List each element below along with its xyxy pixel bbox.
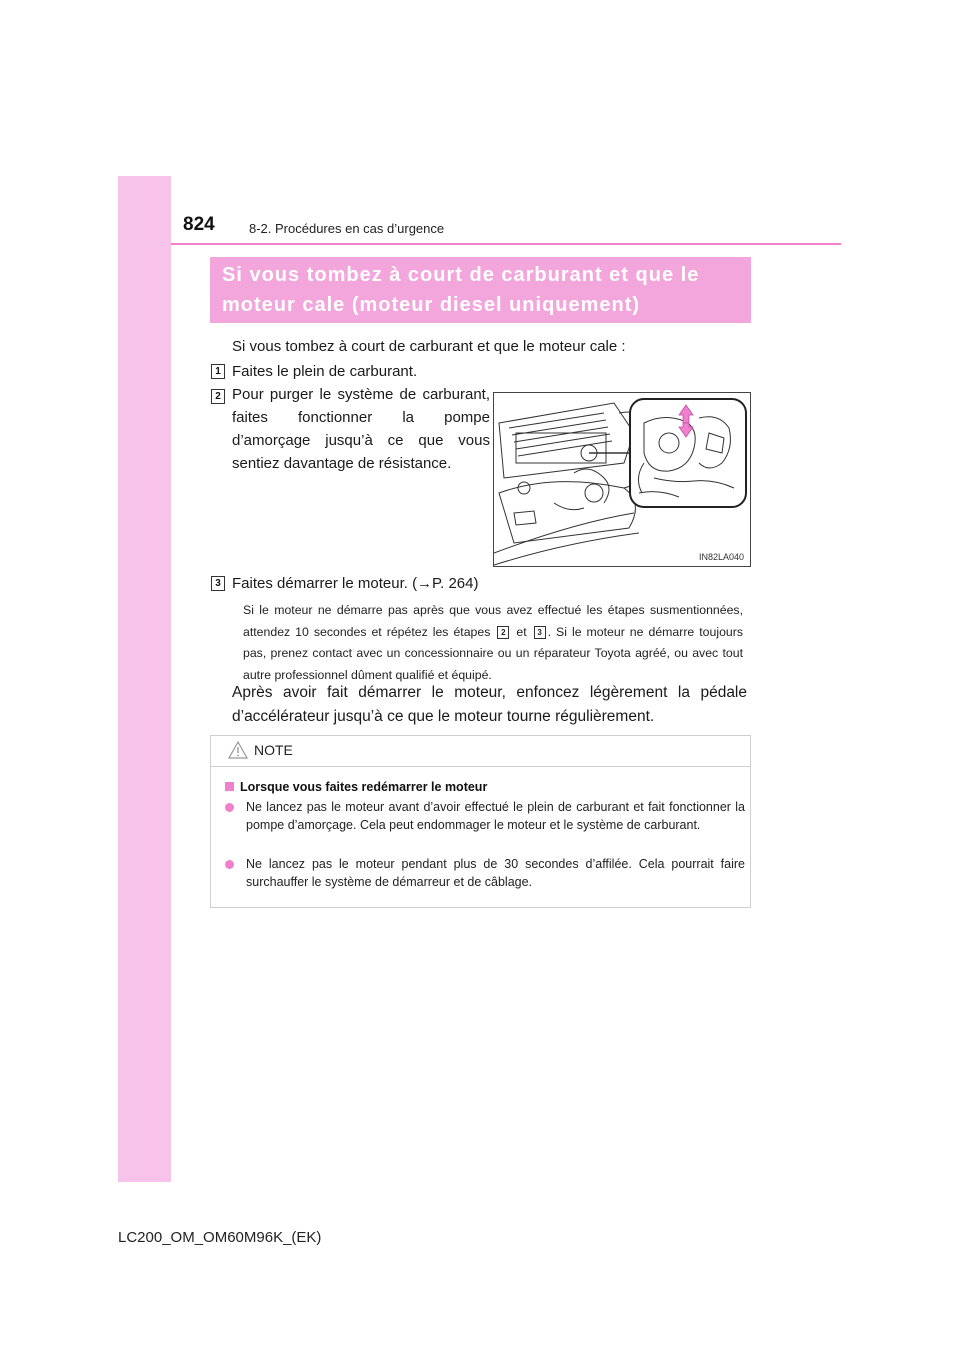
step-number-3: 3	[211, 576, 225, 591]
step-number-2: 2	[211, 389, 225, 404]
step-ref-3: 3	[534, 626, 546, 639]
square-bullet-icon	[225, 782, 234, 791]
intro-text: Si vous tombez à court de carburant et que le moteur cale :	[232, 338, 626, 355]
step-number-1: 1	[211, 364, 225, 379]
note-subheading-text: Lorsque vous faites redémarrer le moteur	[240, 780, 488, 794]
header-rule	[171, 243, 841, 245]
side-tab	[118, 176, 171, 1182]
bullet-dot-icon	[225, 860, 234, 869]
bullet-dot-icon	[225, 803, 234, 812]
restart-note-joiner: et	[516, 624, 527, 639]
warning-triangle-icon	[228, 741, 248, 759]
after-start-text: Après avoir fait démarrer le moteur, enfoncez légèrement la pédale d’accélérateur jusqu’à ce que le moteur tourne régulièrement.	[232, 684, 747, 725]
note-bullet-2	[225, 855, 745, 891]
step-1-text: Faites le plein de carburant.	[232, 363, 418, 380]
section-title: 8-2. Procédures en cas d’urgence	[249, 221, 445, 236]
note-subheading	[225, 780, 487, 794]
step-3-text: Faites démarrer le moteur. (→P. 264)	[232, 575, 479, 592]
illustration-code: IN82LA040	[698, 552, 744, 562]
engine-bay-drawing	[494, 393, 751, 567]
step-ref-2: 2	[497, 626, 509, 639]
page-heading: Si vous tombez à court de carburant et que le moteur cale (moteur diesel uniquement)	[210, 257, 751, 323]
engine-illustration	[493, 392, 751, 567]
restart-note-part2: . Si le moteur ne démarre toujours pas, prenez contact avec un concessionnaire ou un réparateur Toyota agréé, ou avec tout autre professionnel dûment qualifié et équipé.	[243, 624, 744, 682]
note-bullet-2-text: Ne lancez pas le moteur pendant plus de 30 secondes d’affilée. Cela pourrait faire surchauffer le système de démarreur et de câblage.	[246, 857, 745, 889]
note-bullet-1-text: Ne lancez pas le moteur avant d’avoir effectué le plein de carburant et fait fonctionner la pompe d’amorçage. Cela peut endommager le moteur et le système de carburant.	[246, 800, 745, 832]
note-header	[211, 736, 750, 767]
note-label: NOTE	[254, 742, 293, 758]
note-bullet-1	[225, 798, 745, 834]
restart-note	[243, 600, 743, 686]
note-box	[210, 735, 751, 908]
restart-note-part1: Si le moteur ne démarre pas après que vous avez effectué les étapes susmentionnées, attendez 10 secondes et répétez les étapes	[243, 603, 743, 639]
footer-code: LC200_OM_OM60M96K_(EK)	[118, 1229, 322, 1246]
step-2-text: Pour purger le système de carburant, faites fonctionner la pompe d’amorçage jusqu’à ce que vous sentiez davantage de résistance.	[232, 386, 490, 472]
page-number: 824	[183, 214, 215, 235]
